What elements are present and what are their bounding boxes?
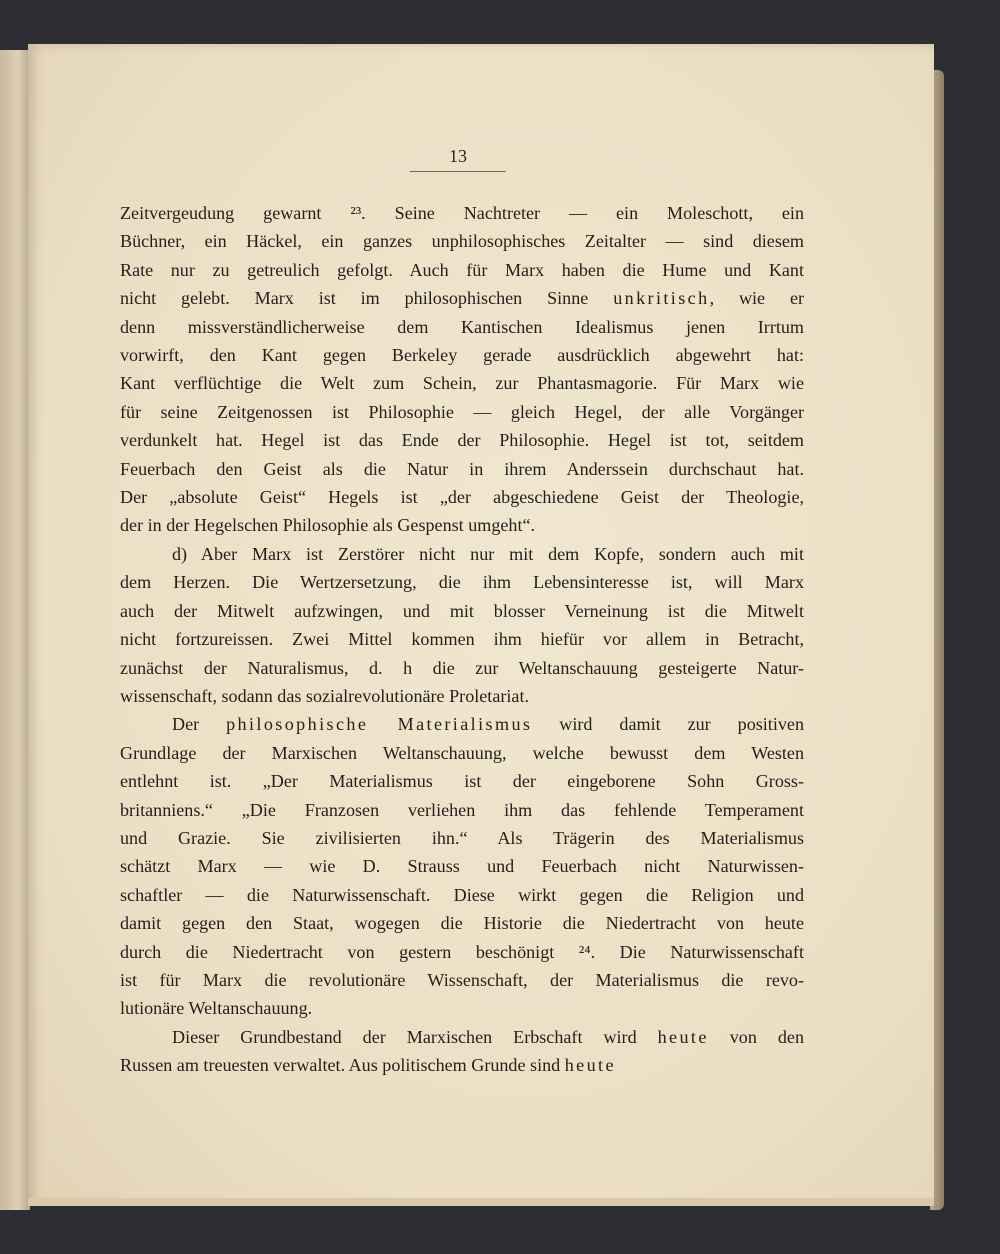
spaced-emphasis: philosophische Materialismus [226,714,533,735]
text-line: schätzt Marx — wie D. Strauss und Feuerbach nicht Naturwissen- [120,856,804,877]
text-line: Rate nur zu getreulich gefolgt. Auch für Marx haben die Hume und Kant [120,259,804,280]
spaced-emphasis: heute [564,1055,616,1076]
text-segment: wird damit zur positiven [532,714,804,735]
text-line [120,710,804,738]
spaced-emphasis: unkritisch [613,288,710,309]
text-segment: , wie er [709,288,804,309]
text-segment: nicht gelebt. Marx ist im philosophischen Sinne [120,288,614,309]
text-line: Grundlage der Marxischen Weltanschauung, welche bewusst dem Westen [120,742,804,763]
body-text [120,199,804,1080]
text-line: durch die Niedertracht von gestern beschönigt ²⁴. Die Naturwissenschaft [120,941,804,962]
text-line: lutionäre Weltanschauung. [120,998,313,1019]
text-line: der in der Hegelschen Philosophie als Gespenst umgeht“. [120,515,536,536]
text-line: dem Herzen. Die Wertzersetzung, die ihm Lebensinteresse ist, will Marx [120,572,804,593]
text-segment: Russen am treuesten verwaltet. Aus politischem Grunde sind [120,1055,565,1076]
text-line: wissenschaft, sodann das sozialrevolutionäre Proletariat. [120,685,530,706]
text-line: denn missverständlicherweise dem Kantischen Idealismus jenen Irrtum [120,316,804,337]
text-segment: Der [172,714,227,735]
text-segment: Dieser Grundbestand der Marxischen Erbschaft wird [172,1026,658,1047]
text-line: Der „absolute Geist“ Hegels ist „der abgeschiedene Geist der Theologie, [120,487,804,508]
text-line: Kant verflüchtige die Welt zum Schein, zur Phantasmagorie. Für Marx wie [120,373,804,394]
text-line: und Grazie. Sie zivilisierten ihn.“ Als Trägerin des Materialismus [120,827,804,848]
text-line [120,284,804,312]
left-page-edge [0,50,30,1210]
text-line: damit gegen den Staat, wogegen die Historie die Niedertracht von heute [120,913,804,934]
text-line: d) Aber Marx ist Zerstörer nicht nur mit dem Kopfe, sondern auch mit [172,543,804,564]
text-line [120,1023,804,1051]
page-number: 13 [410,146,506,172]
text-line: verdunkelt hat. Hegel ist das Ende der Philosophie. Hegel ist tot, seitdem [120,430,804,451]
text-line: entlehnt ist. „Der Materialismus ist der eingeborene Sohn Gross- [120,771,804,792]
spaced-emphasis: heute [657,1026,709,1047]
text-line: Feuerbach den Geist als die Natur in ihrem Anderssein durchschaut hat. [120,458,804,479]
text-line: schaftler — die Naturwissenschaft. Diese wirkt gegen die Religion und [120,884,804,905]
text-segment: von den [708,1026,804,1047]
text-line: vorwirft, den Kant gegen Berkeley gerade ausdrücklich abgewehrt hat: [120,345,804,366]
text-line: ist für Marx die revolutionäre Wissenschaft, der Materialismus die revo- [120,969,804,990]
text-line: zunächst der Naturalismus, d. h die zur Weltanschauung gesteigerte Natur- [120,657,804,678]
page-bottom-edge [28,1198,934,1206]
text-line: Zeitvergeudung gewarnt ²³. Seine Nachtreter — ein Moleschott, ein [120,203,804,223]
text-line: für seine Zeitgenossen ist Philosophie — gleich Hegel, der alle Vorgänger [120,401,804,422]
text-line: britanniens.“ „Die Franzosen verliehen ihm das fehlende Temperament [120,799,804,820]
text-line [120,1051,804,1079]
text-line: Büchner, ein Häckel, ein ganzes unphilosophisches Zeitalter — sind diesem [120,231,804,252]
text-line: auch der Mitwelt aufzwingen, und mit blosser Verneinung ist die Mitwelt [120,600,804,621]
text-line: nicht fortzureissen. Zwei Mittel kommen ihm hiefür vor allem in Betracht, [120,629,804,650]
